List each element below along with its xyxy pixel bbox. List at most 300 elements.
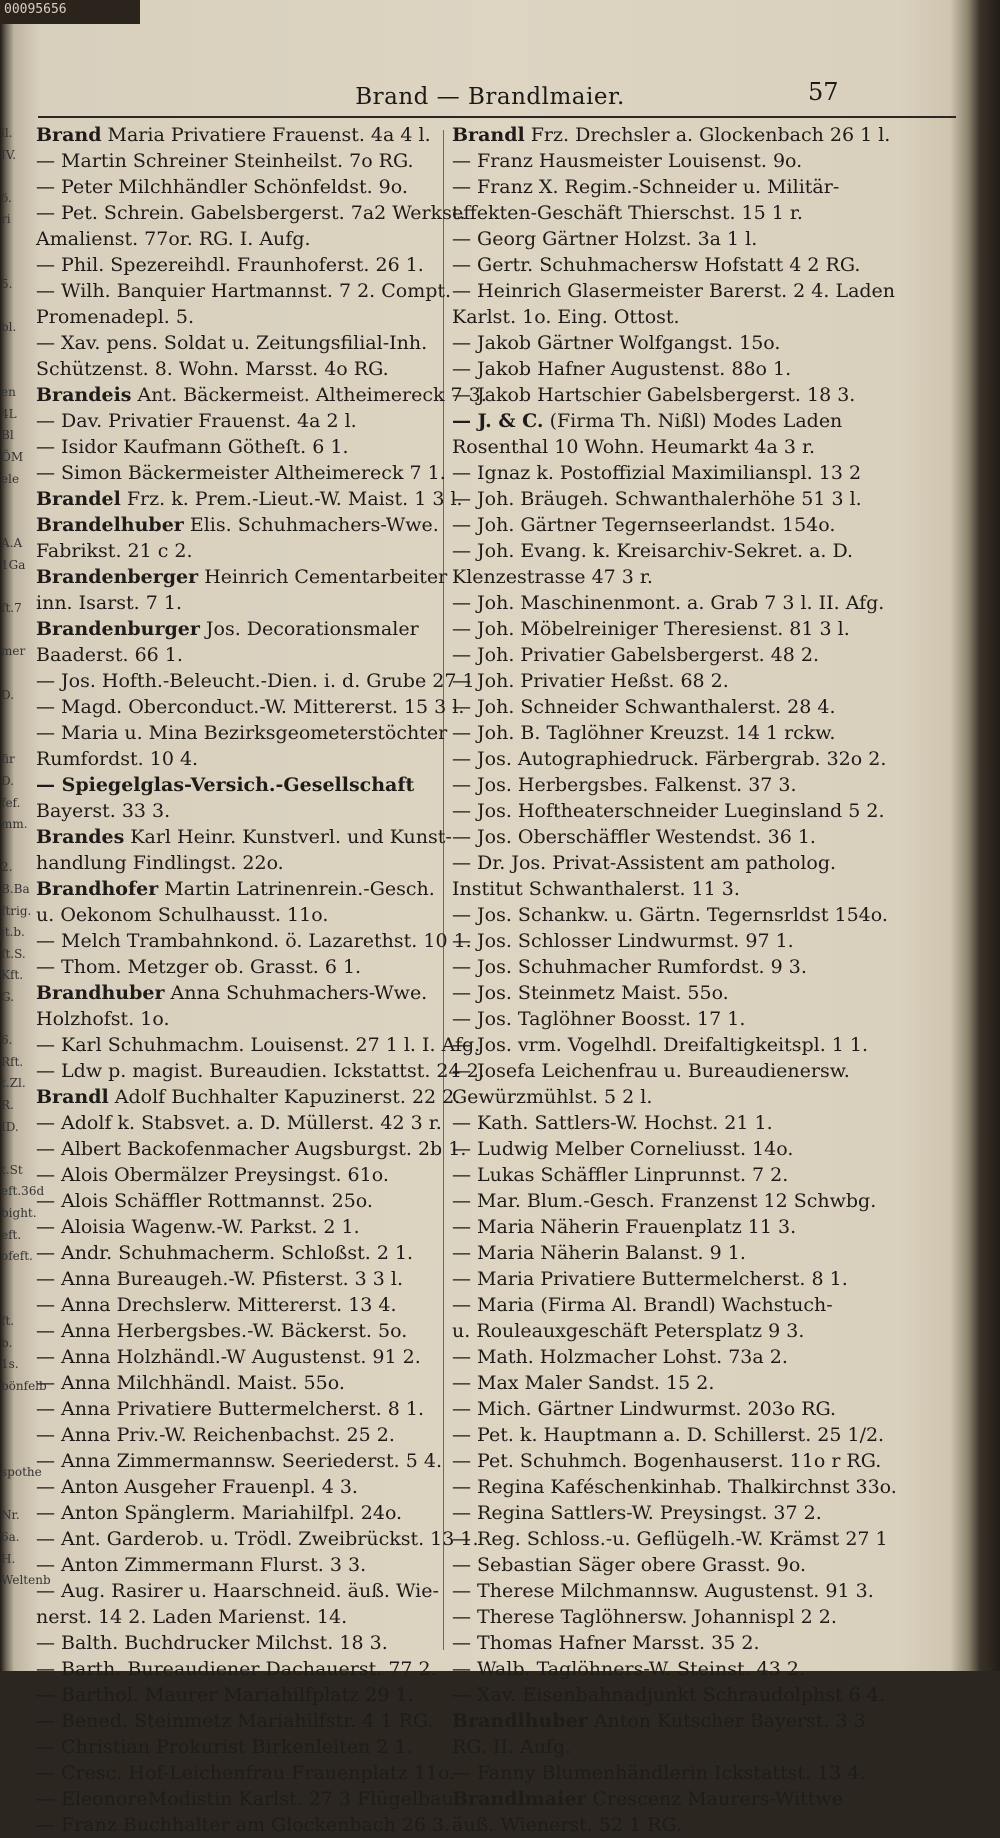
directory-line: [452, 512, 952, 538]
directory-line: [36, 876, 440, 902]
entry-text: — Phil. Spezereihdl. Fraunhoferst. 26 1.: [36, 254, 424, 276]
directory-line: [36, 1370, 440, 1396]
directory-line: [452, 980, 952, 1006]
margin-fragment: D.: [1, 687, 15, 702]
entry-text: — Georg Gärtner Holzst. 3a 1 l.: [452, 228, 758, 250]
directory-line: [36, 590, 440, 616]
entry-text: — Mar. Blum.-Gesch. Franzenst 12 Schwbg.: [452, 1190, 877, 1212]
directory-line: [452, 1500, 952, 1526]
directory-line: [452, 1760, 952, 1786]
margin-fragment: G.: [1, 990, 14, 1004]
directory-line: [452, 954, 952, 980]
directory-line: [36, 1526, 479, 1552]
surname-heading: Brandes: [36, 826, 125, 848]
entry-text: Institut Schwanthalerst. 11 3.: [452, 878, 740, 900]
margin-fragment: spothe: [1, 1465, 42, 1480]
directory-line: [36, 304, 440, 330]
entry-text: — Ludwig Melber Corneliusst. 14o.: [452, 1138, 794, 1160]
directory-line: [452, 304, 952, 330]
directory-line: [36, 1084, 461, 1110]
margin-fragment: R.: [1, 1098, 14, 1112]
entry-text: — Melch Trambahnkond. ö. Lazarethst. 10 1.: [36, 930, 472, 952]
entry-text: inn. Isarst. 7 1.: [36, 592, 183, 614]
margin-fragment: 1s.: [1, 1357, 19, 1372]
entry-text: — Jos. Hoftheaterschneider Lueginsland 5 2.: [452, 800, 885, 822]
directory-line: [452, 1708, 952, 1734]
directory-line: [452, 746, 952, 772]
entry-text: — Adolf k. Stabsvet. a. D. Müllerst. 42 3 r.: [36, 1112, 442, 1134]
entry-text: — Jos. Hofth.-Beleucht.-Dien. i. d. Grube 27 1: [36, 670, 475, 692]
directory-line: [452, 200, 952, 226]
margin-fragment: 4L: [1, 406, 17, 421]
entry-text: — Balth. Buchdrucker Milchst. 18 3.: [36, 1632, 388, 1654]
directory-line: [36, 642, 440, 668]
surname-heading: Brandenburger: [36, 618, 200, 640]
entry-text: Frz. Drechsler a. Glockenbach 26 1 l.: [524, 124, 891, 146]
directory-line: [36, 1006, 440, 1032]
directory-line: [36, 902, 440, 928]
entry-text: — Jos. Schankw. u. Gärtn. Tegernsrldst 154o.: [452, 904, 888, 926]
entry-text: — Xav. pens. Soldat u. Zeitungsfilial-Inh.: [36, 332, 428, 354]
entry-text: — Mich. Gärtner Lindwurmst. 203o RG.: [452, 1398, 837, 1420]
entry-text: — Jakob Hafner Augustenst. 88o 1.: [452, 358, 792, 380]
entry-text: — Alois Obermälzer Preysingst. 61o.: [36, 1164, 389, 1186]
directory-line: [452, 1344, 952, 1370]
directory-line: [452, 174, 952, 200]
directory-line: [452, 460, 952, 486]
directory-line: [36, 538, 440, 564]
directory-line: [452, 720, 952, 746]
directory-line: [452, 330, 952, 356]
entry-text: — Karl Schuhmachm. Louisenst. 27 1 l. I. Afg.: [36, 1034, 481, 1056]
directory-line: [36, 460, 446, 486]
directory-line: [452, 278, 952, 304]
directory-line: [452, 486, 952, 512]
entry-text: — Alois Schäffler Rottmannst. 25o.: [36, 1190, 373, 1212]
entry-text: — EleonoreModistin Karlst. 27 3 Flügelbau.: [36, 1788, 460, 1810]
margin-fragment: t.Zl.: [1, 1076, 26, 1091]
entry-text: Frz. k. Prem.-Lieut.-W. Maist. 1 3 l.: [120, 488, 463, 510]
entry-text: — Joh. Bräugeh. Schwanthalerhöhe 51 3 l.: [452, 488, 862, 510]
entry-text: — Magd. Oberconduct.-W. Mittererst. 15 3 l.: [36, 696, 465, 718]
entry-text: Heinrich Cementarbeiter: [198, 566, 448, 588]
entry-text: — Max Maler Sandst. 15 2.: [452, 1372, 715, 1394]
entry-text: Adolf Buchhalter Kapuzinerst. 22 2.: [108, 1086, 461, 1108]
entry-text: — Joh. Schneider Schwanthalerst. 28 4.: [452, 696, 836, 718]
directory-line: [36, 980, 440, 1006]
entry-text: — Joh. Evang. k. Kreisarchiv-Sekret. a. D.: [452, 540, 854, 562]
entry-text: u. Rouleauxgeschäft Petersplatz 9 3.: [452, 1320, 805, 1342]
entry-text: Rumfordst. 10 4.: [36, 748, 199, 770]
directory-line: [36, 1604, 440, 1630]
surname-heading: Brandelhuber: [36, 514, 184, 536]
directory-line: [452, 122, 952, 148]
margin-fragment: t.St: [1, 1162, 23, 1177]
directory-line: [452, 616, 952, 642]
entry-text: Elis. Schuhmachers-Wwe.: [183, 514, 439, 536]
surname-heading: — J. & C.: [452, 410, 544, 432]
margin-fragment: fir: [1, 752, 15, 767]
directory-line: [36, 824, 452, 850]
directory-line: [452, 668, 952, 694]
entry-text: — Anton Spänglerm. Mariahilfpl. 24o.: [36, 1502, 403, 1524]
directory-line: [452, 590, 952, 616]
margin-fragment: Bl: [1, 428, 14, 443]
directory-line: [452, 850, 952, 876]
directory-line: [36, 616, 440, 642]
entry-text: — Anna Bureaugeh.-W. Pfisterst. 3 3 l.: [36, 1268, 404, 1290]
directory-line: [452, 1474, 952, 1500]
directory-line: [36, 356, 440, 382]
entry-text: Gewürzmühlst. 5 2 l.: [452, 1086, 653, 1108]
margin-fragment: A.A: [1, 536, 23, 551]
directory-line: [36, 434, 440, 460]
directory-line: [452, 408, 952, 434]
margin-fragment: 1Ga: [1, 558, 26, 572]
directory-line: [36, 1032, 481, 1058]
margin-fragment: Nr.: [1, 1508, 20, 1523]
directory-line: [36, 798, 440, 824]
directory-line: [36, 200, 466, 226]
directory-line: [36, 1708, 440, 1734]
entry-text: — Lukas Schäffler Linprunnst. 7 2.: [452, 1164, 789, 1186]
entry-text: — Ignaz k. Postoffizial Maximilianspl. 13 2: [452, 462, 862, 484]
directory-line: [452, 642, 952, 668]
margin-fragment: ll.: [1, 126, 13, 140]
entry-text: (Firma Th. Nißl) Modes Laden: [543, 410, 843, 432]
directory-line: [452, 1604, 952, 1630]
entry-text: handlung Findlingst. 22o.: [36, 852, 284, 874]
directory-line: [36, 1656, 440, 1682]
directory-line: [36, 1266, 440, 1292]
margin-fragment: ÖM: [1, 450, 24, 464]
directory-line: [36, 1214, 440, 1240]
directory-line: [36, 954, 440, 980]
directory-line: [452, 1214, 952, 1240]
directory-line: [36, 1812, 451, 1838]
entry-text: — Anna Priv.-W. Reichenbachst. 25 2.: [36, 1424, 395, 1446]
entry-text: — Anna Drechslerw. Mittererst. 13 4.: [36, 1294, 397, 1316]
entry-text: — Jos. Taglöhner Boosst. 17 1.: [452, 1008, 746, 1030]
entry-text: — Joh. Privatier Gabelsbergerst. 48 2.: [452, 644, 820, 666]
entry-text: — Maria (Firma Al. Brandl) Wachstuch-: [452, 1294, 833, 1316]
directory-line: [452, 1266, 952, 1292]
entry-text: Crescenz Maurers-Wittwe: [586, 1788, 843, 1810]
directory-line: [36, 1136, 467, 1162]
margin-fragment: fef.: [1, 795, 21, 810]
margin-fragment: ID.: [1, 1119, 19, 1134]
surname-heading: Brandlmaier: [452, 1788, 587, 1810]
directory-line: [36, 1552, 440, 1578]
entry-text: — Pet. k. Hauptmann a. D. Schillerst. 25 1/2.: [452, 1424, 885, 1446]
directory-line: [452, 694, 952, 720]
entry-text: Amalienst. 77or. RG. I. Aufg.: [36, 228, 311, 250]
margin-fragment: H.: [1, 1551, 16, 1566]
directory-line: [36, 1162, 440, 1188]
directory-line: [452, 252, 952, 278]
directory-line: [452, 1240, 952, 1266]
directory-line: [452, 1162, 952, 1188]
directory-line: [36, 720, 448, 746]
directory-line: [36, 1188, 440, 1214]
directory-line: [452, 1734, 952, 1760]
entry-text: — Maria Näherin Balanst. 9 1.: [452, 1242, 746, 1264]
entry-text: Ant. Bäckermeist. Altheimereck 7 3.: [131, 384, 487, 406]
entry-text: — Jakob Gärtner Wolfgangst. 15o.: [452, 332, 781, 354]
entry-text: RG. II. Aufg.: [452, 1736, 572, 1758]
entry-text: — Maria Näherin Frauenplatz 11 3.: [452, 1216, 797, 1238]
entry-text: — Maria Privatiere Buttermelcherst. 8 1.: [452, 1268, 848, 1290]
entry-text: — Regina Sattlers-W. Preysingst. 37 2.: [452, 1502, 822, 1524]
entry-text: — Martin Schreiner Steinheilst. 7o RG.: [36, 150, 414, 172]
entry-text: — Joh. Maschinenmont. a. Grab 7 3 l. II. Afg.: [452, 592, 885, 614]
directory-line: [36, 226, 440, 252]
entry-text: — Jos. Autographiedruck. Färbergrab. 32o 2.: [452, 748, 887, 770]
entry-text: — Anna Milchhändl. Maist. 55o.: [36, 1372, 345, 1394]
directory-line: [36, 330, 440, 356]
directory-line: [36, 564, 448, 590]
entry-text: — Barthol. Maurer Mariahilfplatz 29 1.: [36, 1684, 414, 1706]
page-number: 57: [808, 78, 839, 106]
entry-text: — Walb. Taglöhners-W. Steinst. 43 2.: [452, 1658, 806, 1680]
entry-text: — Andr. Schuhmacherm. Schloßst. 2 1.: [36, 1242, 414, 1264]
entry-text: — Ant. Garderob. u. Trödl. Zweibrückst. 13 1.: [36, 1528, 479, 1550]
directory-line: [36, 668, 475, 694]
directory-line: [36, 174, 440, 200]
directory-line: [452, 1552, 952, 1578]
margin-fragment: 5.: [1, 277, 13, 292]
column-divider: [443, 130, 444, 1650]
entry-text: Karl Heinr. Kunstverl. und Kunst-: [124, 826, 452, 848]
right-column: [452, 122, 952, 1838]
entry-text: Karlst. 1o. Eing. Ottost.: [452, 306, 680, 328]
margin-fragment: ft.: [1, 1314, 15, 1328]
directory-line: [452, 902, 952, 928]
margin-fragment: 6a.: [1, 1530, 20, 1544]
entry-text: — Franz Hausmeister Louisenst. 9o.: [452, 150, 803, 172]
entry-text: Schützenst. 8. Wohn. Marsst. 4o RG.: [36, 358, 389, 380]
directory-line: [36, 122, 440, 148]
entry-text: — Anna Zimmermannsw. Seeriederst. 5 4.: [36, 1450, 443, 1472]
header-rule: [38, 116, 956, 118]
directory-line: [452, 564, 952, 590]
margin-fragment: ftrig.: [1, 903, 32, 918]
margin-fragment: bight.: [1, 1206, 37, 1220]
entry-text: u. Oekonom Schulhausst. 11o.: [36, 904, 329, 926]
surname-heading: Brandel: [36, 488, 121, 510]
entry-text: Anna Schuhmachers-Wwe.: [164, 982, 428, 1004]
margin-fragment: ft.7: [1, 601, 22, 616]
entry-text: — Franz X. Regim.-Schneider u. Militär-: [452, 176, 840, 198]
entry-text: — Joh. Gärtner Tegernseerlandst. 154o.: [452, 514, 836, 536]
surname-heading: Brandlhuber: [452, 1710, 588, 1732]
entry-text: — Ldw p. magist. Bureaudien. Ickstattst. 24 2.: [36, 1060, 485, 1082]
entry-text: — Sebastian Säger obere Grasst. 9o.: [452, 1554, 806, 1576]
directory-line: [36, 1578, 440, 1604]
entry-text: — Cresc. Hof-Leichenfrau Frauenplatz 11o.: [36, 1762, 456, 1784]
surname-heading: — Spiegelglas-Versich.-Gesellschaft: [36, 774, 415, 796]
directory-line: [452, 148, 952, 174]
entry-text: — Anna Privatiere Buttermelcherst. 8 1.: [36, 1398, 424, 1420]
entry-text: — Regina Kaféschenkinhab. Thalkirchnst 33o.: [452, 1476, 897, 1498]
directory-line: [36, 772, 440, 798]
directory-line: [452, 1396, 952, 1422]
directory-line: [452, 824, 952, 850]
entry-text: — Kath. Sattlers-W. Hochst. 21 1.: [452, 1112, 773, 1134]
directory-line: [36, 1500, 440, 1526]
entry-text: — Maria u. Mina Bezirksgeometerstöchter: [36, 722, 448, 744]
directory-line: [452, 928, 952, 954]
margin-fragment: bönfelb: [1, 1378, 47, 1393]
directory-line: [452, 1812, 952, 1838]
entry-text: — Jos. Herbergsbes. Falkenst. 37 3.: [452, 774, 797, 796]
directory-line: [36, 486, 463, 512]
directory-line: [36, 1448, 443, 1474]
entry-text: Maria Privatiere Frauenst. 4a 4 l.: [101, 124, 431, 146]
directory-line: [36, 1318, 440, 1344]
directory-line: [452, 1318, 952, 1344]
directory-line: [452, 356, 952, 382]
directory-line: [36, 1396, 440, 1422]
directory-line: [36, 850, 440, 876]
directory-line: [36, 148, 440, 174]
margin-fragment: eft.36d: [1, 1184, 45, 1199]
margin-fragment: Kft.: [1, 968, 24, 983]
directory-line: [452, 1578, 952, 1604]
entry-text: — Jos. vrm. Vogelhdl. Dreifaltigkeitspl. 1 1.: [452, 1034, 869, 1056]
entry-text: — Anna Herbergsbes.-W. Bäckerst. 5o.: [36, 1320, 408, 1342]
entry-text: — Math. Holzmacher Lohst. 73a 2.: [452, 1346, 788, 1368]
entry-text: — Xav. Eisenbahnadjunkt Schraudolphst 6 4.: [452, 1684, 885, 1706]
margin-fragment: D.: [1, 774, 15, 788]
entry-text: — Josefa Leichenfrau u. Bureaudienersw.: [452, 1060, 850, 1082]
entry-text: — Simon Bäckermeister Altheimereck 7 1.: [36, 462, 446, 484]
entry-text: nerst. 14 2. Laden Marienst. 14.: [36, 1606, 348, 1628]
margin-fragment: IV.: [1, 147, 17, 162]
surname-heading: Brandeis: [36, 384, 132, 406]
entry-text: — Jakob Hartschier Gabelsbergerst. 18 3.: [452, 384, 856, 406]
entry-text: — Isidor Kaufmann Götheſt. 6 1.: [36, 436, 349, 458]
margin-fragment: mer: [1, 644, 26, 659]
entry-text: — Jos. Schlosser Lindwurmst. 97 1.: [452, 930, 794, 952]
left-column: [36, 122, 487, 1838]
entry-text: — Thomas Hafner Marsst. 35 2.: [452, 1632, 760, 1654]
entry-text: — Anton Zimmermann Flurst. 3 3.: [36, 1554, 367, 1576]
directory-line: [36, 1474, 440, 1500]
directory-line: [452, 1422, 952, 1448]
surname-heading: Brandl: [36, 1086, 109, 1108]
directory-line: [452, 772, 952, 798]
entry-text: — Reg. Schloss.-u. Geflügelh.-W. Krämst 27 1: [452, 1528, 888, 1550]
entry-text: Jos. Decorationsmaler: [199, 618, 419, 640]
directory-line: [452, 876, 952, 902]
directory-line: [36, 278, 452, 304]
entry-text: Martin Latrinenrein.-Gesch.: [158, 878, 435, 900]
directory-line: [452, 1032, 952, 1058]
margin-fragment: 2.: [1, 860, 13, 875]
entry-text: — Therese Taglöhnersw. Johannispl 2 2.: [452, 1606, 837, 1628]
surname-heading: Brandl: [452, 124, 525, 146]
entry-text: — Jos. Oberschäffler Westendst. 36 1.: [452, 826, 816, 848]
directory-line: [452, 1526, 952, 1552]
entry-text: Holzhofst. 1o.: [36, 1008, 170, 1030]
entry-text: — Wilh. Banquier Hartmannst. 7 2. Compt.: [36, 280, 452, 302]
directory-line: [452, 1136, 952, 1162]
entry-text: — Fanny Blumenhändlerin Ickstattst. 13 4.: [452, 1762, 866, 1784]
directory-line: [452, 1630, 952, 1656]
directory-line: [36, 1058, 485, 1084]
margin-fragment: bl.: [1, 320, 17, 335]
entry-text: — Barth. Bureaudiener Dachauerst. 77 2.: [36, 1658, 437, 1680]
directory-line: [452, 1682, 952, 1708]
entry-text: — Jos. Steinmetz Maist. 55o.: [452, 982, 729, 1004]
directory-line: [452, 1110, 952, 1136]
entry-text: Anton Kutscher Bayerst. 3 3: [587, 1710, 866, 1732]
directory-line: [36, 1240, 440, 1266]
margin-fragment: ft.S.: [1, 946, 26, 961]
archive-id-strip: 00095656: [0, 0, 140, 24]
entry-text: Rosenthal 10 Wohn. Heumarkt 4a 3 r.: [452, 436, 816, 458]
entry-text: effekten-Geschäft Thierschst. 15 1 r.: [452, 202, 803, 224]
surname-heading: Brand: [36, 124, 102, 146]
directory-line: [452, 226, 952, 252]
directory-line: [452, 1058, 952, 1084]
margin-fragment: jt.b.: [1, 925, 25, 940]
directory-line: [452, 1292, 952, 1318]
entry-text: — Aloisia Wagenw.-W. Parkst. 2 1.: [36, 1216, 360, 1238]
entry-text: — Aug. Rasirer u. Haarschneid. äuß. Wie-: [36, 1580, 439, 1602]
entry-text: — Heinrich Glasermeister Barerst. 2 4. Laden: [452, 280, 896, 302]
margin-fragment: Rft.: [1, 1054, 24, 1069]
directory-line: [452, 1656, 952, 1682]
directory-line: [36, 1344, 440, 1370]
directory-line: [36, 382, 487, 408]
margin-fragment: en: [1, 385, 16, 400]
margin-fragment: B.Ba: [1, 882, 30, 896]
entry-text: — Dr. Jos. Privat-Assistent am patholog.: [452, 852, 837, 874]
directory-line: [36, 512, 440, 538]
directory-line: [36, 1682, 440, 1708]
entry-text: — Jos. Schuhmacher Rumfordst. 9 3.: [452, 956, 807, 978]
directory-line: [36, 252, 440, 278]
directory-line: [36, 1760, 456, 1786]
directory-line: [452, 1084, 952, 1110]
directory-line: [36, 1110, 440, 1136]
entry-text: — Anna Holzhändl.-W Augustenst. 91 2.: [36, 1346, 421, 1368]
directory-line: [452, 1370, 952, 1396]
entry-text: — Joh. Möbelreiniger Theresienst. 81 3 l.: [452, 618, 850, 640]
page-header: Brand — Brandlmaier.: [355, 84, 625, 110]
directory-line: [36, 1734, 440, 1760]
entry-text: Klenzestrasse 47 3 r.: [452, 566, 653, 588]
entry-text: — Peter Milchhändler Schönfeldst. 9o.: [36, 176, 408, 198]
directory-line: [452, 434, 952, 460]
entry-text: — Dav. Privatier Frauenst. 4a 2 l.: [36, 410, 357, 432]
surname-heading: Brandhuber: [36, 982, 165, 1004]
margin-fragment: 6.: [1, 1033, 13, 1048]
entry-text: — Joh. B. Taglöhner Kreuzst. 14 1 rckw.: [452, 722, 836, 744]
entry-text: — Joh. Privatier Heßst. 68 2.: [452, 670, 729, 692]
margin-fragment: eft.: [1, 1227, 22, 1242]
directory-line: [36, 694, 465, 720]
entry-text: — Pet. Schrein. Gabelsbergerst. 7a2 Werkst.: [36, 202, 466, 224]
surname-heading: Brandenberger: [36, 566, 199, 588]
directory-line: [452, 538, 952, 564]
entry-text: Baaderst. 66 1.: [36, 644, 183, 666]
directory-line: [36, 1786, 460, 1812]
margin-fragment: Weltenb: [1, 1573, 51, 1588]
entry-text: äuß. Wienerst. 52 1 RG.: [452, 1814, 683, 1836]
